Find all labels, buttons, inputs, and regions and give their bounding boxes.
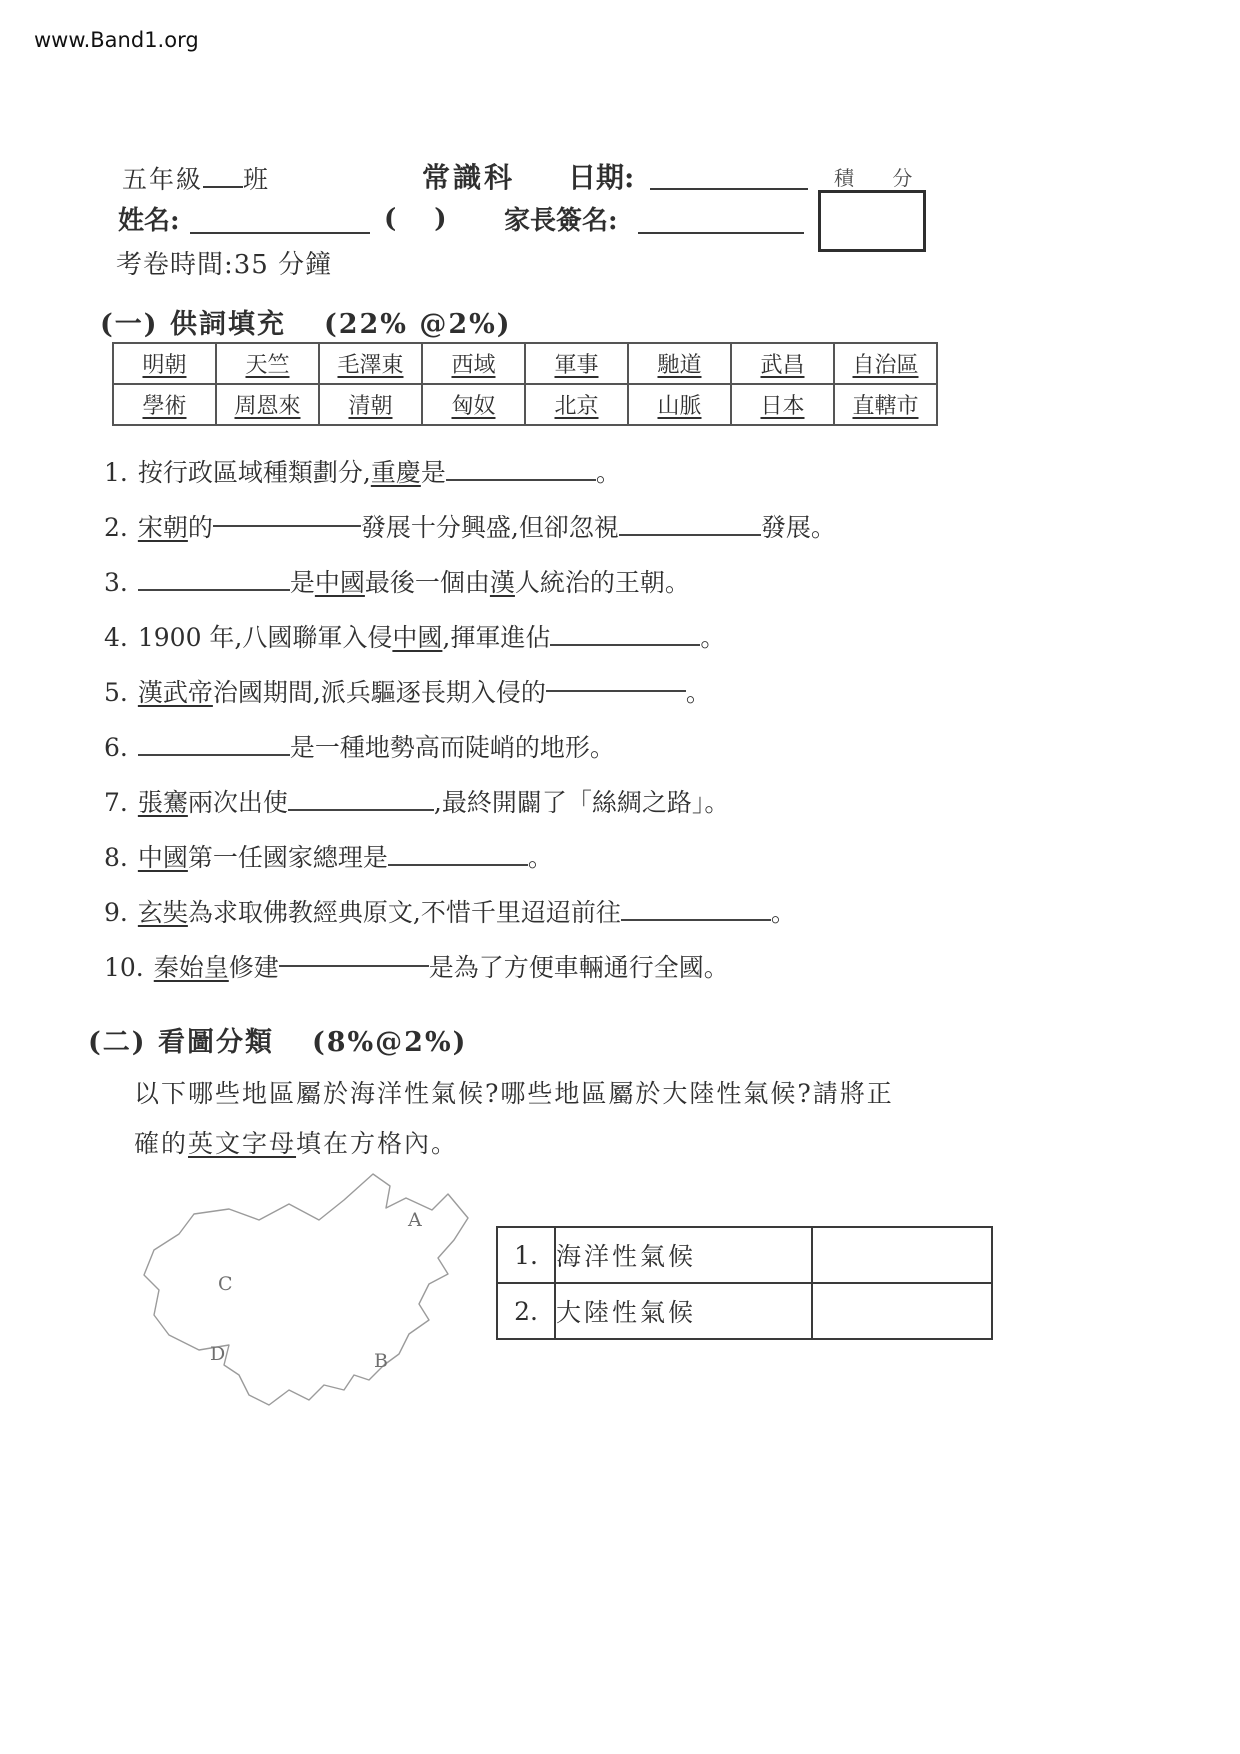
classification-row-number: 1. <box>497 1227 555 1283</box>
classification-row <box>497 1283 992 1339</box>
section2-instruction-line1: 以下哪些地區屬於海洋性氣候?哪些地區屬於大陸性氣候?請將正 <box>134 1079 894 1108</box>
question-line <box>104 841 1184 874</box>
question-text: 發展十分興盛,但卻忽視 <box>360 513 619 542</box>
word-bank-word: 清朝 <box>348 394 393 419</box>
parent-signature-blank <box>638 232 804 234</box>
questions <box>104 456 1184 1006</box>
question-line <box>104 566 1184 599</box>
question-line <box>104 731 1184 764</box>
question-number: 1. <box>104 458 128 487</box>
question-text: 人統治的王朝。 <box>514 568 690 597</box>
china-map-outline <box>138 1164 490 1430</box>
word-bank-word: 匈奴 <box>451 394 496 419</box>
question-text: 。 <box>685 678 711 707</box>
section2-title: (二) 看圖分類 <box>88 1027 274 1058</box>
question-text: 最後一個由 <box>364 568 490 597</box>
instruction-underlined-term: 英文字母 <box>188 1129 297 1158</box>
classification-row-label: 海洋性氣候 <box>555 1227 812 1283</box>
answer-blank <box>288 803 434 811</box>
word-bank-cell <box>834 343 937 384</box>
map-label-C: C <box>218 1273 233 1295</box>
word-bank-word: 直轄市 <box>852 394 919 419</box>
underlined-term: 宋朝 <box>137 513 188 542</box>
section2-heading <box>88 1020 467 1059</box>
question-text: ,最終開闢了「絲綢之路」。 <box>433 788 730 817</box>
question-text: 是為了方便車輛通行全國。 <box>428 953 729 982</box>
word-bank-word: 山脈 <box>657 394 702 419</box>
classification-table <box>496 1226 993 1340</box>
question-text: 兩次出使 <box>187 788 288 817</box>
section1-heading <box>100 302 512 341</box>
question-text: 為求取佛教經典原文,不惜千里迢迢前往 <box>187 898 621 927</box>
map-label-A: A <box>408 1209 422 1231</box>
section1-marks: (22% @2%) <box>323 309 512 340</box>
subject-title: 常識科 <box>422 161 516 194</box>
map-label-B: B <box>374 1350 388 1372</box>
class-suffix: 班 <box>243 165 271 194</box>
word-bank-word: 學術 <box>142 394 187 419</box>
word-bank-cell <box>216 384 319 425</box>
word-bank-word: 日本 <box>760 394 805 419</box>
question-text: 是一種地勢高而陡峭的地形。 <box>289 733 615 762</box>
underlined-term: 中國 <box>137 843 188 872</box>
question-text: 修建 <box>228 953 279 982</box>
underlined-term: 玄奘 <box>137 898 188 927</box>
classification-answer-cell <box>812 1227 992 1283</box>
question-text: 第一任國家總理是 <box>187 843 388 872</box>
classification-row <box>497 1227 992 1283</box>
answer-blank <box>138 583 290 591</box>
watermark: www.Band1.org <box>34 28 199 52</box>
word-bank-word: 西域 <box>451 353 496 378</box>
class-number-brackets: ( ) <box>384 204 453 234</box>
question-text: 治國期間,派兵驅逐長期入侵的 <box>212 678 546 707</box>
answer-blank <box>446 473 596 481</box>
question-number: 5. <box>104 678 128 707</box>
question-text: 。 <box>770 898 796 927</box>
question-text: 。 <box>700 623 726 652</box>
underlined-term: 張騫 <box>137 788 188 817</box>
question-text: 是 <box>289 568 315 597</box>
word-bank-cell <box>319 384 422 425</box>
question-line <box>104 511 1184 544</box>
word-bank-word: 軍事 <box>554 353 599 378</box>
question-number: 9. <box>104 898 128 927</box>
question-number: 7. <box>104 788 128 817</box>
question-line <box>104 951 1184 984</box>
question-line <box>104 896 1184 929</box>
word-bank-body <box>113 343 937 425</box>
word-bank-word: 毛澤東 <box>337 353 404 378</box>
question-number: 6. <box>104 733 128 762</box>
underlined-term: 重慶 <box>370 458 421 487</box>
underlined-term: 中國 <box>392 623 443 652</box>
name-blank <box>190 232 370 234</box>
question-line <box>104 676 1184 709</box>
word-bank-cell <box>525 343 628 384</box>
word-bank-word: 明朝 <box>142 353 187 378</box>
word-bank-word: 北京 <box>554 394 599 419</box>
word-bank-word: 周恩來 <box>234 394 301 419</box>
word-bank-cell <box>422 343 525 384</box>
word-bank <box>112 342 938 426</box>
word-bank-cell <box>731 343 834 384</box>
classification-row-label: 大陸性氣候 <box>555 1283 812 1339</box>
answer-blank <box>550 638 700 646</box>
answer-blank <box>388 858 528 866</box>
class-number-blank <box>203 180 243 188</box>
grade-class-line <box>122 160 270 196</box>
question-text: 按行政區域種類劃分, <box>137 458 371 487</box>
name-label: 姓名: <box>118 206 180 236</box>
answer-blank <box>213 525 361 527</box>
question-line <box>104 621 1184 654</box>
word-bank-cell <box>731 384 834 425</box>
question-line <box>104 456 1184 489</box>
word-bank-cell <box>113 343 216 384</box>
grade-label: 五年級 <box>122 165 204 194</box>
word-bank-cell <box>628 343 731 384</box>
underlined-term: 中國 <box>314 568 365 597</box>
question-number: 4. <box>104 623 128 652</box>
question-number: 2. <box>104 513 128 542</box>
question-text: 1900 年,八國聯軍入侵 <box>137 623 393 652</box>
underlined-term: 漢 <box>489 568 515 597</box>
word-bank-cell <box>113 384 216 425</box>
answer-blank <box>546 690 686 692</box>
word-bank-cell <box>525 384 628 425</box>
china-map-sketch <box>138 1164 490 1434</box>
score-box <box>818 190 926 252</box>
question-text: 發展。 <box>760 513 836 542</box>
answer-blank <box>621 913 771 921</box>
question-text: 。 <box>595 458 621 487</box>
underlined-term: 漢武帝 <box>137 678 213 707</box>
question-number: 8. <box>104 843 128 872</box>
classification-row-number: 2. <box>497 1283 555 1339</box>
answer-blank <box>279 965 429 967</box>
section1-title: (一) 供詞填充 <box>100 309 286 340</box>
answer-blank <box>138 748 290 756</box>
section2-marks: (8%@2%) <box>311 1027 468 1058</box>
word-bank-cell <box>628 384 731 425</box>
score-label: 積 分 <box>834 166 929 190</box>
classification-answer-cell <box>812 1283 992 1339</box>
underlined-term: 秦始皇 <box>153 953 229 982</box>
word-bank-cell <box>319 343 422 384</box>
word-bank-cell <box>834 384 937 425</box>
exam-duration: 考卷時間:35 分鐘 <box>116 250 333 280</box>
parent-signature-label: 家長簽名: <box>504 206 618 236</box>
classification-table-body <box>497 1227 992 1339</box>
question-number: 10. <box>104 953 144 982</box>
word-bank-cell <box>216 343 319 384</box>
question-text: 是 <box>420 458 446 487</box>
word-bank-word: 武昌 <box>760 353 805 378</box>
question-number: 3. <box>104 568 128 597</box>
question-text: 的 <box>187 513 213 542</box>
answer-blank <box>619 528 761 536</box>
question-text: 。 <box>527 843 553 872</box>
word-bank-word: 天竺 <box>245 353 290 378</box>
word-bank-word: 自治區 <box>852 353 919 378</box>
question-line <box>104 786 1184 819</box>
word-bank-cell <box>422 384 525 425</box>
date-label: 日期: <box>568 161 635 194</box>
question-text: ,揮軍進佔 <box>442 623 551 652</box>
date-blank <box>650 188 808 190</box>
map-label-D: D <box>210 1343 226 1365</box>
section2-instruction-line2: 確的英文字母填在方格內。 <box>134 1129 459 1158</box>
word-bank-word: 馳道 <box>657 353 702 378</box>
